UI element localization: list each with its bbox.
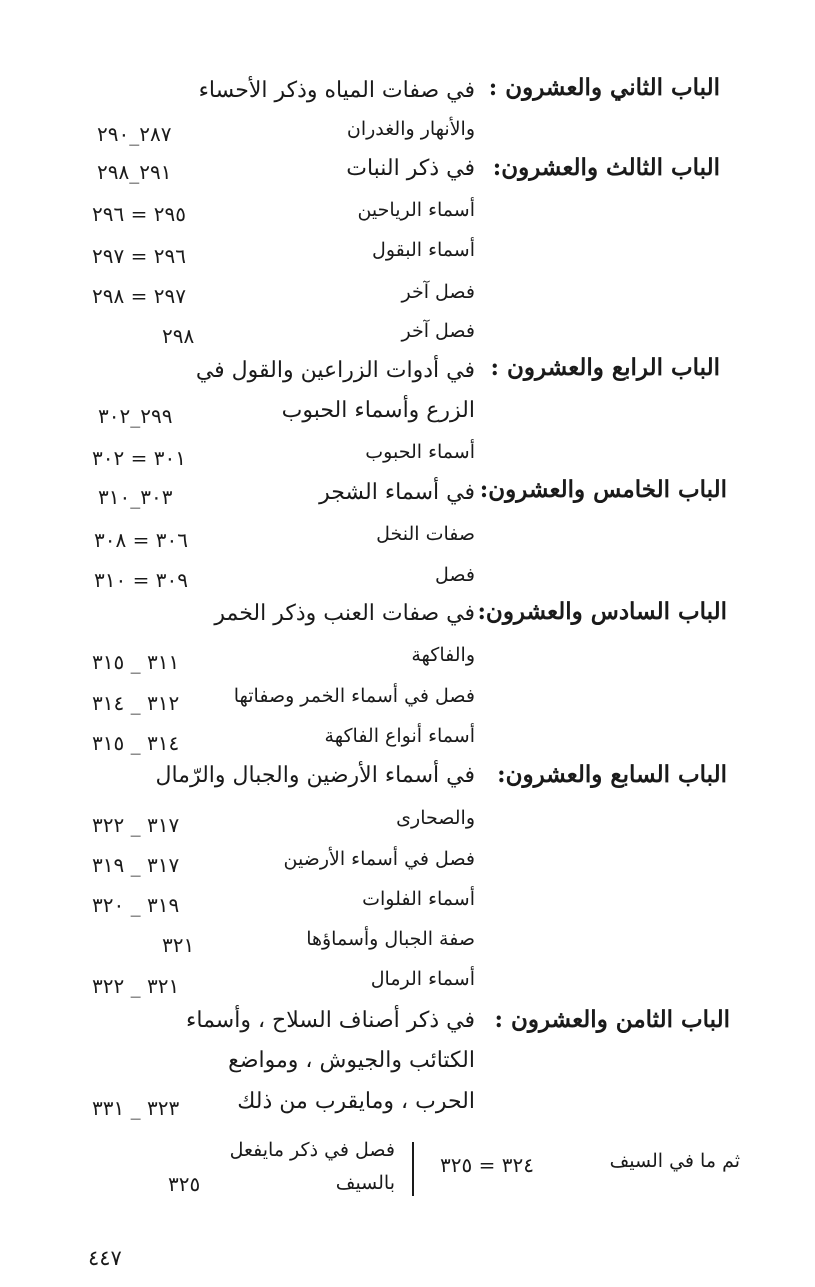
topic-text: في أدوات الزراعين والقول في [195, 358, 475, 383]
topic-text: في صفات العنب وذكر الخمر [214, 601, 475, 626]
page-range: ٣١٤ _ ٣١٥ [92, 731, 180, 755]
column-divider [412, 1142, 414, 1196]
chapter-23-heading: الباب الثالث والعشرون: [492, 154, 720, 181]
page-range: ٣٢١ [162, 933, 195, 957]
topic-text: فصل في أسماء الخمر وصفاتها [233, 685, 475, 707]
footer-left-pages: ٣٢٥ [168, 1172, 201, 1196]
page-range: ٣١١ _ ٣١٥ [92, 650, 180, 674]
topic-text: صفة الجبال وأسماؤها [306, 928, 475, 950]
page-range: ٢٨٧_٢٩٠ [97, 122, 172, 146]
topic-text: والفاكهة [411, 644, 475, 666]
page-range: ٣٢٣ _ ٣٣١ [92, 1096, 180, 1120]
topic-text: في أسماء الأرضين والجبال والرّمال [155, 763, 475, 788]
topic-text: أسماء البقول [372, 239, 475, 261]
topic-text: أسماء الفلوات [362, 888, 475, 910]
chapter-27-heading: الباب السابع والعشرون: [497, 761, 727, 788]
topic-text: في صفات المياه وذكر الأحساء [198, 78, 475, 103]
topic-text: أسماء الرمال [370, 968, 475, 990]
footer-right-text: ثم ما في السيف [609, 1150, 740, 1172]
chapter-25-heading: الباب الخامس والعشرون: [479, 476, 727, 503]
topic-text: أسماء الحبوب [365, 441, 475, 463]
footer-left-text-2: بالسيف [335, 1172, 395, 1194]
page-range: ٢٩٥ = ٢٩٦ [92, 202, 186, 226]
page-range: ٣١٧ _ ٣١٩ [92, 853, 180, 877]
page-number: ٤٤٧ [88, 1246, 122, 1270]
topic-text: في ذكر أصناف السلاح ، وأسماء [186, 1008, 475, 1033]
page-range: ٣١٢ _ ٣١٤ [92, 691, 180, 715]
chapter-24-heading: الباب الرابع والعشرون : [490, 354, 720, 381]
page-range: ٢٩٩_٣٠٢ [98, 404, 173, 428]
chapter-28-heading: الباب الثامن والعشرون : [494, 1006, 730, 1033]
topic-text: فصل في أسماء الأرضين [283, 848, 475, 870]
page-range: ٢٩٦ = ٢٩٧ [92, 244, 186, 268]
topic-text: في ذكر النبات [346, 156, 475, 181]
page-range: ٢٩٧ = ٢٩٨ [92, 284, 186, 308]
page-range: ٣١٩ _ ٣٢٠ [92, 893, 180, 917]
footer-right-pages: ٣٢٤ = ٣٢٥ [440, 1153, 534, 1177]
page-range: ٢٩٨ [162, 324, 195, 348]
page-range: ٢٩١_٢٩٨ [97, 160, 172, 184]
topic-text: فصل آخر [401, 320, 475, 342]
topic-text: أسماء أنواع الفاكهة [324, 725, 475, 747]
page-range: ٣١٧ _ ٣٢٢ [92, 813, 180, 837]
chapter-26-heading: الباب السادس والعشرون: [477, 598, 727, 625]
topic-text: الكتائب والجيوش ، ومواضع [228, 1048, 475, 1073]
topic-text: صفات النخل [376, 523, 475, 545]
page-range: ٣٠٣_٣١٠ [98, 485, 173, 509]
chapter-22-heading: الباب الثاني والعشرون : [488, 74, 720, 101]
topic-text: الزرع وأسماء الحبوب [281, 398, 475, 423]
page-range: ٣٢١ _ ٣٢٢ [92, 974, 180, 998]
topic-text: والأنهار والغدران [346, 118, 475, 140]
topic-text: فصل آخر [401, 281, 475, 303]
topic-text: الحرب ، ومايقرب من ذلك [237, 1089, 475, 1114]
page-range: ٣٠٩ = ٣١٠ [94, 568, 188, 592]
topic-text: أسماء الرياحين [357, 199, 475, 221]
page-range: ٣٠١ = ٣٠٢ [92, 446, 186, 470]
page-range: ٣٠٦ = ٣٠٨ [94, 528, 188, 552]
topic-text: في أسماء الشجر [319, 480, 475, 505]
topic-text: والصحارى [396, 807, 475, 829]
topic-text: فصل [435, 564, 475, 586]
footer-left-text-1: فصل في ذكر مايفعل [229, 1139, 395, 1161]
